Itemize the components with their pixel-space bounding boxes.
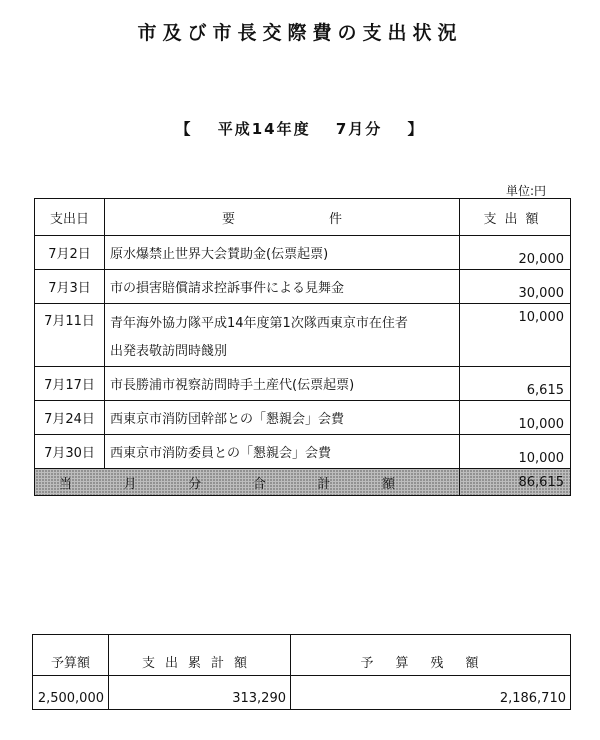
bracket-close: 】 xyxy=(407,120,425,138)
budget-value: 2,500,000 xyxy=(33,676,109,710)
total-char: 額 xyxy=(381,476,395,492)
table-row xyxy=(35,435,571,469)
row-description: 西東京市消防委員との「懇親会」会費 xyxy=(105,435,460,469)
cumulative-value: 313,290 xyxy=(109,676,291,710)
row-amount: 10,000 xyxy=(460,401,571,435)
total-char: 合 xyxy=(252,476,266,492)
row-date: 7月24日 xyxy=(35,401,105,435)
row-date: 7月3日 xyxy=(35,270,105,304)
row-description: 西東京市消防団幹部との「懇親会」会費 xyxy=(105,401,460,435)
row-date: 7月2日 xyxy=(35,236,105,270)
table-header-row xyxy=(35,199,571,236)
month-label: 7月分 xyxy=(335,120,383,138)
row-description-line-2: 出発表敬訪問時餞別 xyxy=(110,344,228,359)
header-date: 支出日 xyxy=(35,199,105,236)
budget-header-row xyxy=(33,635,571,676)
header-desc-2: 件 xyxy=(328,211,342,227)
row-description: 原水爆禁止世界大会賛助金(伝票起票) xyxy=(105,236,460,270)
table-row xyxy=(35,304,571,367)
total-char: 月 xyxy=(123,476,137,492)
total-char: 分 xyxy=(188,476,202,492)
row-date: 7月17日 xyxy=(35,367,105,401)
fiscal-year: 平成14年度 xyxy=(217,120,311,138)
table-row xyxy=(35,236,571,270)
row-date: 7月30日 xyxy=(35,435,105,469)
header-cumulative: 支出累計額 xyxy=(109,635,291,676)
total-char: 計 xyxy=(317,476,331,492)
row-amount: 6,615 xyxy=(460,367,571,401)
table-row xyxy=(35,270,571,304)
total-row xyxy=(35,469,571,496)
header-amount: 支出額 xyxy=(460,199,571,236)
unit-label: 単位:円 xyxy=(506,184,547,198)
remaining-value: 2,186,710 xyxy=(499,691,566,706)
header-remaining: 予算残額 xyxy=(291,635,571,676)
row-amount: 10,000 xyxy=(518,451,564,466)
row-description xyxy=(105,304,460,367)
header-description xyxy=(105,199,460,236)
header-desc-1: 要 xyxy=(221,211,235,227)
budget-value-row xyxy=(33,676,571,710)
expenditure-table xyxy=(34,198,571,496)
bracket-open: 【 xyxy=(175,120,193,138)
row-amount: 10,000 xyxy=(460,304,571,367)
row-amount: 30,000 xyxy=(460,270,571,304)
period-heading xyxy=(0,118,600,139)
total-char: 当 xyxy=(59,476,73,492)
total-label xyxy=(35,469,460,496)
table-row xyxy=(35,367,571,401)
table-row xyxy=(35,401,571,435)
row-amount: 20,000 xyxy=(460,236,571,270)
budget-table xyxy=(32,634,571,710)
row-description-line-1: 青年海外協力隊平成14年度第1次隊西東京市在住者 xyxy=(110,316,408,331)
total-amount: 86,615 xyxy=(460,469,571,496)
header-budget: 予算額 xyxy=(33,635,109,676)
page-title: 市及び市長交際費の支出状況 xyxy=(137,22,463,44)
row-description: 市の損害賠償請求控訴事件による見舞金 xyxy=(105,270,460,304)
row-date: 7月11日 xyxy=(35,304,105,367)
row-description: 市長勝浦市視察訪問時手土産代(伝票起票) xyxy=(105,367,460,401)
